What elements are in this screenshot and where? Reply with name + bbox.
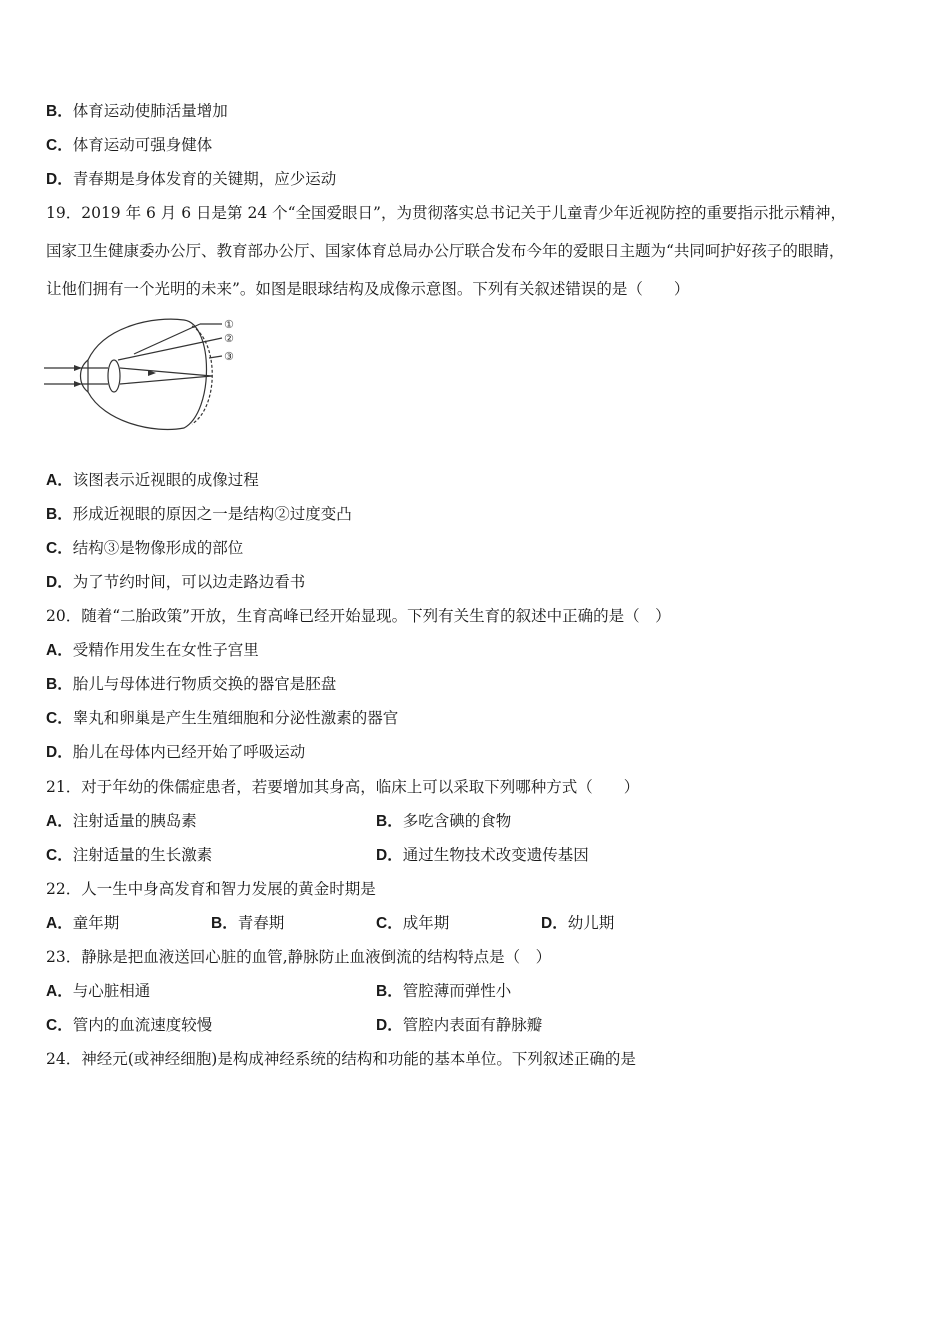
refracted-ray-lower	[120, 376, 212, 384]
q19-option-d: D．为了节约时间，可以边走路边看书	[46, 573, 306, 591]
figure-label-2: ②	[224, 332, 234, 345]
q19-option-a: A．该图表示近视眼的成像过程	[46, 471, 259, 489]
option-d: D．青春期是身体发育的关键期，应少运动	[46, 170, 337, 188]
q19-stem-line2: 国家卫生健康委办公厅、教育部办公厅、国家体育总局办公厅联合发布今年的爱眼日主题为“共同呵护好孩子的眼睛，	[46, 242, 845, 260]
refracted-ray-upper	[120, 368, 212, 376]
q21-option-c: C．注射适量的生长激素	[46, 846, 213, 864]
q22-option-c: C．成年期	[376, 914, 450, 932]
q23-option-b: B．管腔薄而弹性小	[376, 982, 512, 1000]
q21-stem: 21．对于年幼的侏儒症患者，若要增加其身高，临床上可以采取下列哪种方式（ ）	[46, 778, 640, 796]
q23-stem: 23．静脉是把血液送回心脏的血管,静脉防止血液倒流的结构特点是（ ）	[46, 948, 552, 966]
q19-stem-line3: 让他们拥有一个光明的未来”。如图是眼球结构及成像示意图。下列有关叙述错误的是（ ）	[46, 280, 690, 298]
cornea	[81, 360, 89, 392]
eye-structure-figure	[44, 312, 254, 438]
figure-label-3: ③	[224, 350, 234, 363]
q19-option-c: C．结构③是物像形成的部位	[46, 539, 244, 557]
q23-option-c: C．管内的血流速度较慢	[46, 1016, 213, 1034]
q20-option-b: B．胎儿与母体进行物质交换的器官是胚盘	[46, 675, 337, 693]
q21-option-a: A．注射适量的胰岛素	[46, 812, 197, 830]
q21-option-b: B．多吃含碘的食物	[376, 812, 512, 830]
option-c: C．体育运动可强身健体	[46, 136, 213, 154]
q20-option-d: D．胎儿在母体内已经开始了呼吸运动	[46, 743, 306, 761]
q22-option-a: A．童年期	[46, 914, 120, 932]
q21-option-d: D．通过生物技术改变遗传基因	[376, 846, 589, 864]
q20-stem: 20．随着“二胎政策”开放，生育高峰已经开始显现。下列有关生育的叙述中正确的是（ ）	[46, 607, 671, 625]
q23-option-d: D．管腔内表面有静脉瓣	[376, 1016, 543, 1034]
q19-stem-line1: 19．2019 年 6 月 6 日是第 24 个“全国爱眼日”，为贯彻落实总书记关于儿童青少年近视防控的重要指示批示精神，	[46, 204, 846, 222]
figure-label-1: ①	[224, 318, 234, 331]
option-b: B．体育运动使肺活量增加	[46, 102, 228, 120]
q20-option-a: A．受精作用发生在女性子宫里	[46, 641, 259, 659]
q24-stem: 24．神经元(或神经细胞)是构成神经系统的结构和功能的基本单位。下列叙述正确的是	[46, 1050, 636, 1068]
q22-option-b: B．青春期	[211, 914, 285, 932]
lens	[108, 360, 120, 392]
q19-option-b: B．形成近视眼的原因之一是结构②过度变凸	[46, 505, 352, 523]
q22-option-d: D．幼儿期	[541, 914, 615, 932]
q20-option-c: C．睾丸和卵巢是产生生殖细胞和分泌性激素的器官	[46, 709, 399, 727]
q23-option-a: A．与心脏相通	[46, 982, 151, 1000]
q22-stem: 22．人一生中身高发育和智力发展的黄金时期是	[46, 880, 376, 898]
